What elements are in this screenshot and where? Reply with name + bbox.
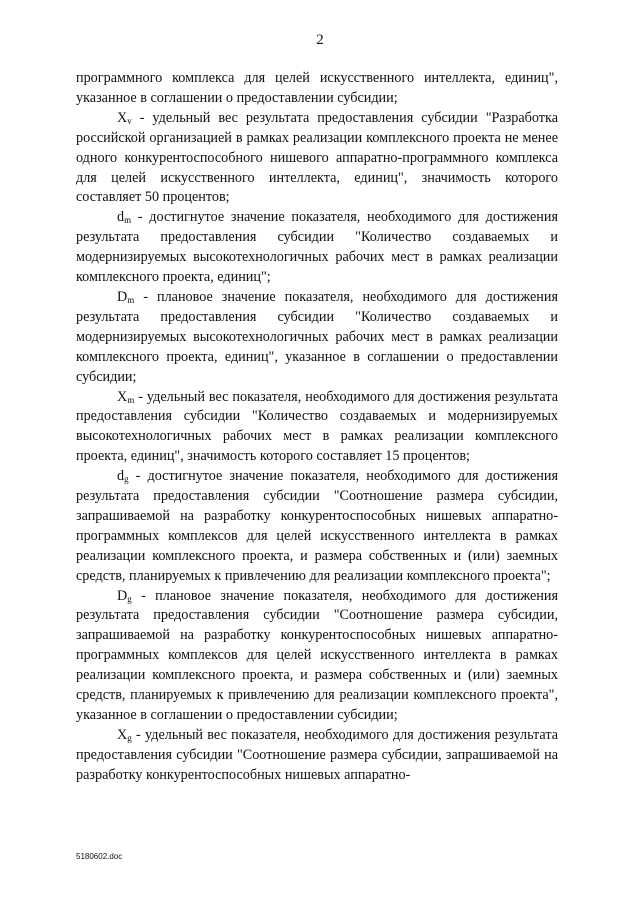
file-name-footer: 5180602.doc xyxy=(76,852,123,861)
definition-D-g xyxy=(76,587,558,726)
definition-x-m xyxy=(76,388,558,468)
variable-subscript: g xyxy=(127,593,132,604)
variable-symbol: X xyxy=(117,109,128,126)
definition-text: - плановое значение показателя, необходимого для достижения результата предоставления субсидии "Соотношение размера субсидии, запрашиваемой на разработку конкурентоспособных нишевых аппаратно-программных комплексов для целей искусственного интеллекта в рамках реализации комплексного проекта, и размера собственных и (или) заемных средств, планируемых к привлечению для реализации комплексного проекта", указанное в соглашении о предоставлении субсидии; xyxy=(76,587,558,723)
variable-subscript: g xyxy=(124,474,129,485)
variable-subscript: v xyxy=(127,115,132,126)
document-body xyxy=(76,69,558,786)
definition-text: - удельный вес показателя, необходимого для достижения результата предоставления субсидии "Соотношение размера субсидии, запрашиваемой на разработку конкурентоспособных нишевых аппаратно- xyxy=(76,726,558,783)
continuation-paragraph: программного комплекса для целей искусственного интеллекта, единиц", указанное в соглашении о предоставлении субсидии; xyxy=(76,70,558,106)
variable-symbol: X xyxy=(117,726,128,743)
definition-D-m xyxy=(76,288,558,388)
variable-subscript: m xyxy=(127,294,135,305)
definition-text: - достигнутое значение показателя, необходимого для достижения результата предоставления субсидии "Количество создаваемых и модернизируемых высокотехнологичных рабочих мест в рамках реализации комплексного проекта, единиц"; xyxy=(76,209,558,286)
variable-subscript: m xyxy=(127,394,135,405)
variable-subscript: m xyxy=(124,215,132,226)
definition-d-g xyxy=(76,467,558,586)
variable-subscript: g xyxy=(127,732,132,743)
definition-x-g xyxy=(76,726,558,786)
variable-symbol: D xyxy=(117,288,128,305)
definition-x-v xyxy=(76,109,558,209)
definition-text: - удельный вес результата предоставления субсидии "Разработка российской организацией в рамках реализации комплексного проекта не менее одного конкурентоспособного нишевого аппаратно-программного комплекса для целей искусственного интеллекта, единиц", значимость которого составляет 50 процентов; xyxy=(76,109,558,206)
definition-text: - удельный вес показателя, необходимого для достижения результата предоставления субсидии "Количество создаваемых и модернизируемых высокотехнологичных рабочих мест в рамках реализации комплексного проекта, единиц", значимость которого составляет 15 процентов; xyxy=(76,388,558,465)
definition-text: - достигнутое значение показателя, необходимого для достижения результата предоставления субсидии "Соотношение размера субсидии, запрашиваемой на разработку конкурентоспособных нишевых аппаратно-программных комплексов для целей искусственного интеллекта в рамках реализации комплексного проекта, и размера собственных и (или) заемных средств, планируемых к привлечению для реализации комплексного проекта"; xyxy=(76,468,558,584)
variable-symbol: d xyxy=(117,209,125,226)
page-number: 2 xyxy=(316,32,324,48)
variable-symbol: X xyxy=(117,388,128,405)
definition-text: - плановое значение показателя, необходимого для достижения результата предоставления субсидии "Количество создаваемых и модернизируемых высокотехнологичных рабочих мест в рамках реализации комплексного проекта, единиц", указанное в соглашении о предоставлении субсидии; xyxy=(76,288,558,385)
definition-d-m xyxy=(76,208,558,288)
variable-symbol: D xyxy=(117,587,128,604)
variable-symbol: d xyxy=(117,468,125,485)
